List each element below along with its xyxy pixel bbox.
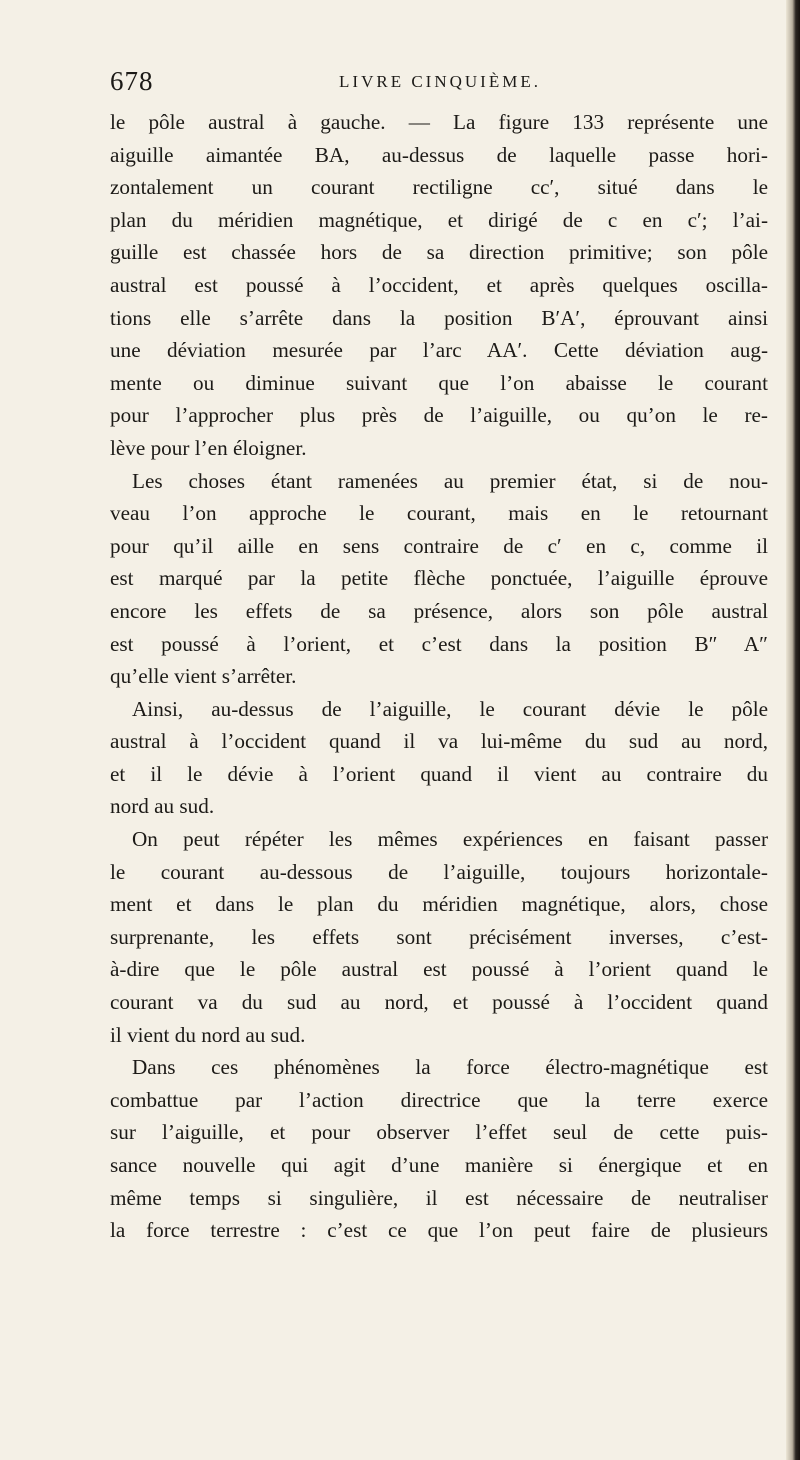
text-line: sance nouvelle qui agit d’une manière si énergique et en: [110, 1153, 768, 1177]
text-line: nord au sud.: [110, 794, 215, 819]
text-line: Dans ces phénomènes la force électro-magnétique est: [132, 1055, 768, 1080]
text-line: une déviation mesurée par l’arc AA′. Cette déviation aug-: [110, 338, 768, 363]
body-text: [110, 106, 768, 1247]
text-line: qu’elle vient s’arrêter.: [110, 664, 297, 689]
text-line: sur l’aiguille, et pour observer l’effet seul de cette puis-: [110, 1120, 768, 1145]
text-line: surprenante, les effets sont précisément inverses, c’est-: [110, 924, 768, 949]
text-line: pour l’approcher plus près de l’aiguille, ou qu’on le re-: [110, 403, 768, 428]
text-line: tions elle s’arrête dans la position B′A′, éprouvant ainsi: [110, 305, 768, 330]
text-line: la force terrestre : c’est ce que l’on peut faire de plusieurs: [110, 1218, 768, 1243]
text-line: plan du méridien magnétique, et dirigé de c en c′; l’ai-: [110, 207, 768, 232]
text-line: pour qu’il aille en sens contraire de c′ en c, comme il: [110, 533, 768, 558]
text-line: Ainsi, au-dessus de l’aiguille, le courant dévie le pôle: [132, 696, 768, 721]
text-line: combattue par l’action directrice que la terre exerce: [110, 1087, 768, 1112]
text-line: est poussé à l’orient, et c’est dans la position B″ A″: [110, 631, 768, 656]
text-line: à-dire que le pôle austral est poussé à l’orient quand le: [110, 957, 768, 982]
running-head: LIVRE CINQUIÈME.: [339, 72, 541, 91]
text-line: austral est poussé à l’occident, et après quelques oscilla-: [110, 272, 768, 297]
text-line: et il le dévie à l’orient quand il vient au contraire du: [110, 761, 768, 786]
text-line: le courant au-dessous de l’aiguille, toujours horizontale-: [110, 859, 768, 884]
text-line: encore les effets de sa présence, alors son pôle austral: [110, 598, 768, 623]
text-line: le pôle austral à gauche. — La figure 133 représente une: [110, 110, 768, 134]
text-line: même temps si singulière, il est nécessaire de neutraliser: [110, 1185, 768, 1210]
page-number: 678: [110, 66, 154, 96]
text-line: veau l’on approche le courant, mais en le retournant: [110, 501, 768, 526]
page-header: [110, 66, 770, 100]
page-spine-edge: [786, 0, 800, 1460]
text-line: courant va du sud au nord, et poussé à l’occident quand: [110, 990, 768, 1015]
text-line: aiguille aimantée BA, au-dessus de laquelle passe hori-: [110, 142, 768, 167]
text-line: On peut répéter les mêmes expériences en faisant passer: [132, 827, 768, 852]
text-line: est marqué par la petite flèche ponctuée, l’aiguille éprouve: [110, 566, 768, 591]
text-line: Les choses étant ramenées au premier état, si de nou-: [132, 468, 768, 493]
text-line: lève pour l’en éloigner.: [110, 435, 307, 460]
text-line: il vient du nord au sud.: [110, 1022, 306, 1047]
text-line: ment et dans le plan du méridien magnétique, alors, chose: [110, 892, 768, 917]
text-line: austral à l’occident quand il va lui-même du sud au nord,: [110, 729, 768, 754]
text-line: zontalement un courant rectiligne cc′, situé dans le: [110, 175, 768, 200]
text-line: guille est chassée hors de sa direction primitive; son pôle: [110, 240, 768, 265]
text-line: mente ou diminue suivant que l’on abaisse le courant: [110, 370, 768, 395]
